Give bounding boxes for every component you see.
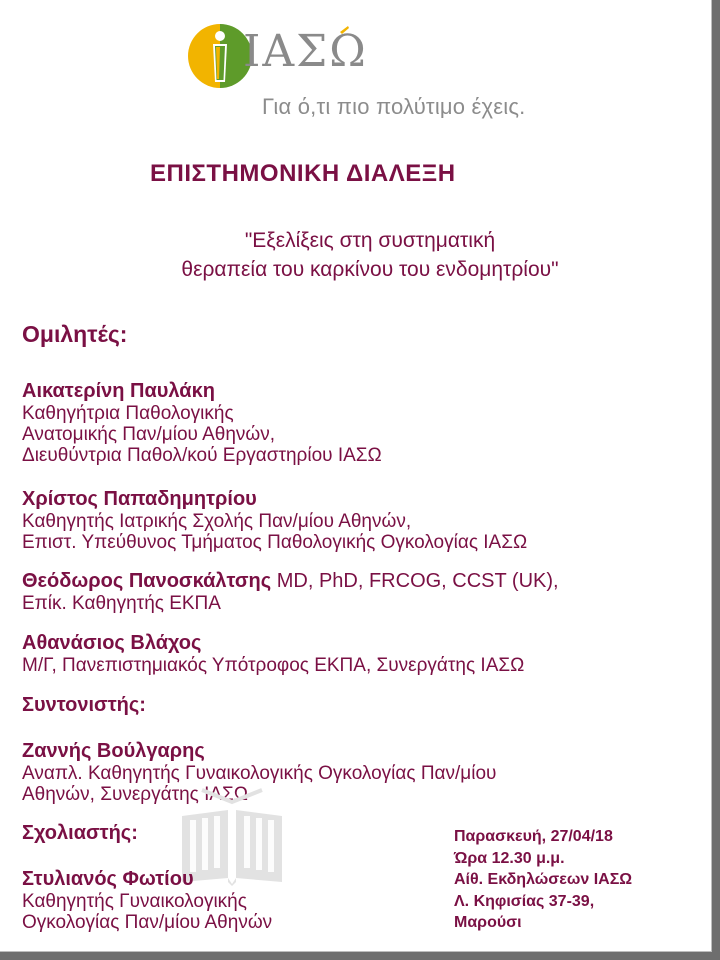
speaker-4: [22, 632, 702, 676]
commentator-title-line: Ογκολογίας Παν/μίου Αθηνών: [22, 912, 273, 933]
speaker-title-line: Ανατομικής Παν/μίου Αθηνών,: [22, 424, 276, 445]
event-city: Μαρούσι: [454, 914, 522, 931]
speaker-title-line: Διευθύντρια Παθολ/κού Εργαστηρίου ΙΑΣΩ: [22, 445, 382, 466]
subtitle-line-2: θεραπεία του καρκίνου του ενδομητρίου": [181, 258, 559, 281]
speaker-credentials: MD, PhD, FRCOG, CCST (UK),: [271, 570, 559, 592]
coordinator-name: Ζαννής Βούλγαρης: [22, 740, 205, 762]
subtitle-line-1: "Εξελίξεις στη συστηματική: [244, 229, 496, 252]
coordinator-title-line: Αναπλ. Καθηγητής Γυναικολογικής Ογκολογίας Παν/μίου: [22, 763, 497, 784]
speaker-name: Χρίστος Παπαδημητρίου: [22, 488, 257, 510]
speaker-3: [22, 570, 702, 614]
lecture-subtitle: [100, 226, 640, 284]
speaker-title-line: Μ/Γ, Πανεπιστημιακός Υπότροφος ΕΚΠΑ, Συνεργάτης ΙΑΣΩ: [22, 655, 525, 676]
speaker-title-line: Επίκ. Καθηγητής ΕΚΠΑ: [22, 593, 221, 614]
speakers-heading: Ομιλητές:: [22, 321, 128, 347]
speaker-title-line: Επιστ. Υπεύθυνος Τμήματος Παθολογικής Ογκολογίας ΙΑΣΩ: [22, 532, 528, 553]
commentator: [22, 868, 442, 933]
coordinator-title-line: Αθηνών, Συνεργάτης ΙΑΣΩ: [22, 784, 249, 805]
logo-wordmark: ΙΑΣΩ: [243, 26, 368, 77]
speaker-2: [22, 488, 702, 553]
event-venue: Αίθ. Εκδηλώσεων ΙΑΣΩ: [454, 871, 633, 888]
speaker-1: [22, 380, 702, 466]
tagline: Για ό,τι πιο πολύτιμο έχεις.: [262, 94, 526, 119]
event-address: Λ. Κηφισίας 37-39,: [454, 892, 595, 910]
speaker-name: Αθανάσιος Βλάχος: [22, 632, 202, 654]
coordinator-heading: Συντονιστής:: [22, 694, 146, 716]
event-details: [454, 826, 704, 934]
event-time: Ώρα 12.30 μ.μ.: [454, 849, 565, 867]
speaker-name: Θεόδωρος Πανοσκάλτσης: [22, 570, 272, 592]
event-date: Παρασκευή, 27/04/18: [454, 828, 613, 845]
speaker-name: Αικατερίνη Παυλάκη: [22, 380, 215, 402]
page-title: ΕΠΙΣΤΗΜΟΝΙΚΗ ΔΙΑΛΕΞΗ: [150, 160, 456, 187]
commentator-heading: Σχολιαστής:: [22, 822, 138, 844]
speaker-title-line: Καθηγητής Ιατρικής Σχολής Παν/μίου Αθηνών,: [22, 511, 412, 532]
commentator-title-line: Καθηγητής Γυναικολογικής: [22, 891, 247, 912]
speaker-title-line: Καθηγήτρια Παθολογικής: [22, 403, 234, 424]
coordinator: [22, 740, 702, 805]
commentator-name: Στυλιανός Φωτίου: [22, 868, 194, 890]
